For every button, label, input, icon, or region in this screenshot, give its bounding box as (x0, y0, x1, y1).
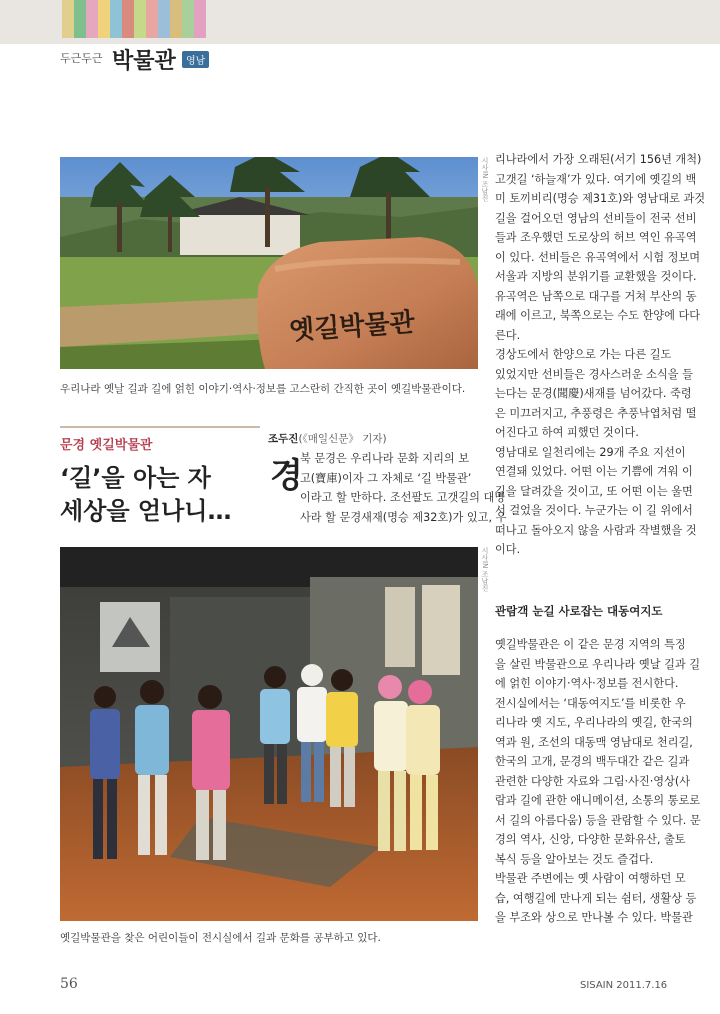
article-line: 어진다고 하여 피했던 것이다. (495, 426, 639, 439)
color-stripe (110, 0, 122, 38)
color-stripe (62, 0, 74, 38)
section-rule (60, 426, 260, 428)
article-line: 래에 이르고, 북쪽으로는 수도 한양에 다다 (495, 309, 701, 322)
article-line: 고갯길 ‘하늘재’가 있다. 여기에 옛길의 백 (495, 172, 697, 186)
color-stripe (146, 0, 158, 38)
section-label: 문경 옛길박물관 (60, 438, 153, 453)
color-stripe (74, 0, 86, 38)
page-number: 56 (60, 976, 78, 992)
article-line: 옛길박물관은 이 같은 문경 지역의 특징 (495, 638, 686, 651)
color-stripe (134, 0, 146, 38)
article-line: 서 걸었을 것이다. 누군가는 이 길 위에서 (495, 504, 693, 517)
article-column-right-1 (495, 150, 706, 560)
photo1-credit: 시사IN 조남진 (481, 157, 489, 202)
byline (268, 431, 387, 446)
article-line: 에 얽힌 이야기·역사·정보를 전시한다. (495, 677, 679, 690)
author-source: (《매일신문》 기자) (298, 433, 387, 445)
article-line: 리나라 옛 지도, 우리나라의 옛길, 한국의 (495, 716, 693, 729)
article-column-right-2 (495, 635, 701, 928)
article-line: 은 미끄러지고, 추풍령은 추풍낙엽처럼 떨 (495, 406, 697, 420)
article-line: 을 부조와 상으로 만나볼 수 있다. 박물관 (495, 911, 693, 924)
article-line: 있었지만 선비들은 경사스러운 소식을 들 (495, 367, 693, 381)
article-line: 들과 조우했던 도로상의 허브 역인 유곡역 (495, 231, 697, 244)
region-badge: 영남 (182, 51, 209, 68)
article-line: 길을 달려갔을 것이고, 또 어떤 이는 울면 (495, 484, 693, 498)
article-line: 미 토끼비리(명승 제31호)와 영남대로 과것 (495, 192, 706, 205)
article-line: 사라 할 문경새재(명승 제32호)가 있고, 우 (300, 510, 507, 524)
article-line: 습, 여행길에 만나게 되는 쉼터, 생활상 등 (495, 891, 697, 905)
article-line: 유곡역은 남쪽으로 대구를 거쳐 부산의 동 (495, 289, 697, 303)
article-line: 른다. (495, 328, 521, 342)
article-line: 는다는 문경(聞慶)새재를 넘어갔다. 죽령 (495, 387, 692, 400)
section-kicker: 두근두근 (60, 52, 103, 65)
article-line: 경의 역사, 신앙, 다양한 문화유산, 출토 (495, 833, 686, 846)
article-line: 박물관 주변에는 옛 사람이 여행하던 모 (495, 872, 686, 885)
headline-line-1: ‘길’을 아는 자 (60, 464, 211, 492)
photo2-credit: 시사IN 조남진 (481, 547, 489, 592)
stone-engraved-text: 옛길박물관 (288, 307, 416, 347)
article-subhead: 관람객 눈길 사로잡는 대동여지도 (495, 604, 663, 618)
article-line: 복식 등을 알아보는 것도 즐겁다. (495, 852, 654, 866)
article-line: 람과 길에 관한 애니메이션, 소통의 통로로 (495, 794, 701, 807)
color-stripe (182, 0, 194, 38)
article-line: 경상도에서 한양으로 가는 다른 길도 (495, 348, 672, 361)
article-line: 이라고 할 만하다. 조선팔도 고갯길의 대명 (300, 491, 506, 504)
article-line: 이다. (495, 543, 521, 556)
section-title: 박물관 (112, 49, 176, 74)
article-line: 을 살린 박물관으로 우리나라 옛날 길과 길 (495, 657, 701, 671)
museum-stone-photo (60, 157, 478, 369)
photo1-caption: 우리나라 옛날 길과 길에 얽힌 이야기·역사·정보를 고스란히 간직한 곳이 옛길박물관이다. (60, 383, 466, 395)
article-line: 서 길의 아름다움) 등을 관람할 수 있다. 문 (495, 813, 701, 827)
article-line: 고(寶庫)이자 그 자체로 ‘길 박물관’ (300, 471, 472, 485)
article-line: 서울과 지방의 분위기를 교환했을 것이다. (495, 270, 697, 283)
photo2-caption: 옛길박물관을 찾은 어린이들이 전시실에서 길과 문화를 공부하고 있다. (60, 932, 381, 944)
article-line: 연결돼 있었다. 어떤 이는 기쁨에 겨워 이 (495, 465, 693, 478)
article-line: 이 있다. 선비들은 유곡역에서 시험 정보며 (495, 250, 701, 264)
issue-info: SISAIN 2011.7.16 (580, 980, 668, 991)
article-line: 역과 원, 조선의 대동맥 영남대로 천리길, (495, 735, 693, 749)
color-stripe (122, 0, 134, 38)
color-stripe (98, 0, 110, 38)
headline-line-2: 세상을 얻나니… (60, 497, 232, 525)
headline (60, 462, 231, 528)
author-name: 조두진 (268, 433, 299, 445)
color-stripe (158, 0, 170, 38)
article-line: 관련한 다양한 자료와 그림·사진·영상(사 (495, 774, 691, 788)
color-stripe (86, 0, 98, 38)
article-line: 북 문경은 우리나라 문화 지리의 보 (300, 452, 470, 465)
article-intro (300, 449, 507, 527)
article-line: 떠나고 돌아오지 않을 사람과 작별했을 것 (495, 523, 697, 537)
article-line: 길을 걸어오던 영남의 선비들이 전국 선비 (495, 211, 697, 225)
color-stripe (194, 0, 206, 38)
article-line: 전시실에서는 ‘대동여지도’를 비롯한 우 (495, 696, 686, 710)
article-line: 한국의 고개, 문경의 백두대간 같은 길과 (495, 755, 690, 768)
children-exhibit-photo (60, 547, 478, 921)
article-line: 리나라에서 가장 오래된(서기 156년 개척) (495, 153, 702, 166)
color-stripe (170, 0, 182, 38)
article-line: 영남대로 일천리에는 29개 주요 지선이 (495, 445, 686, 459)
drop-cap: 경 (270, 456, 303, 496)
color-stripes (62, 0, 206, 38)
